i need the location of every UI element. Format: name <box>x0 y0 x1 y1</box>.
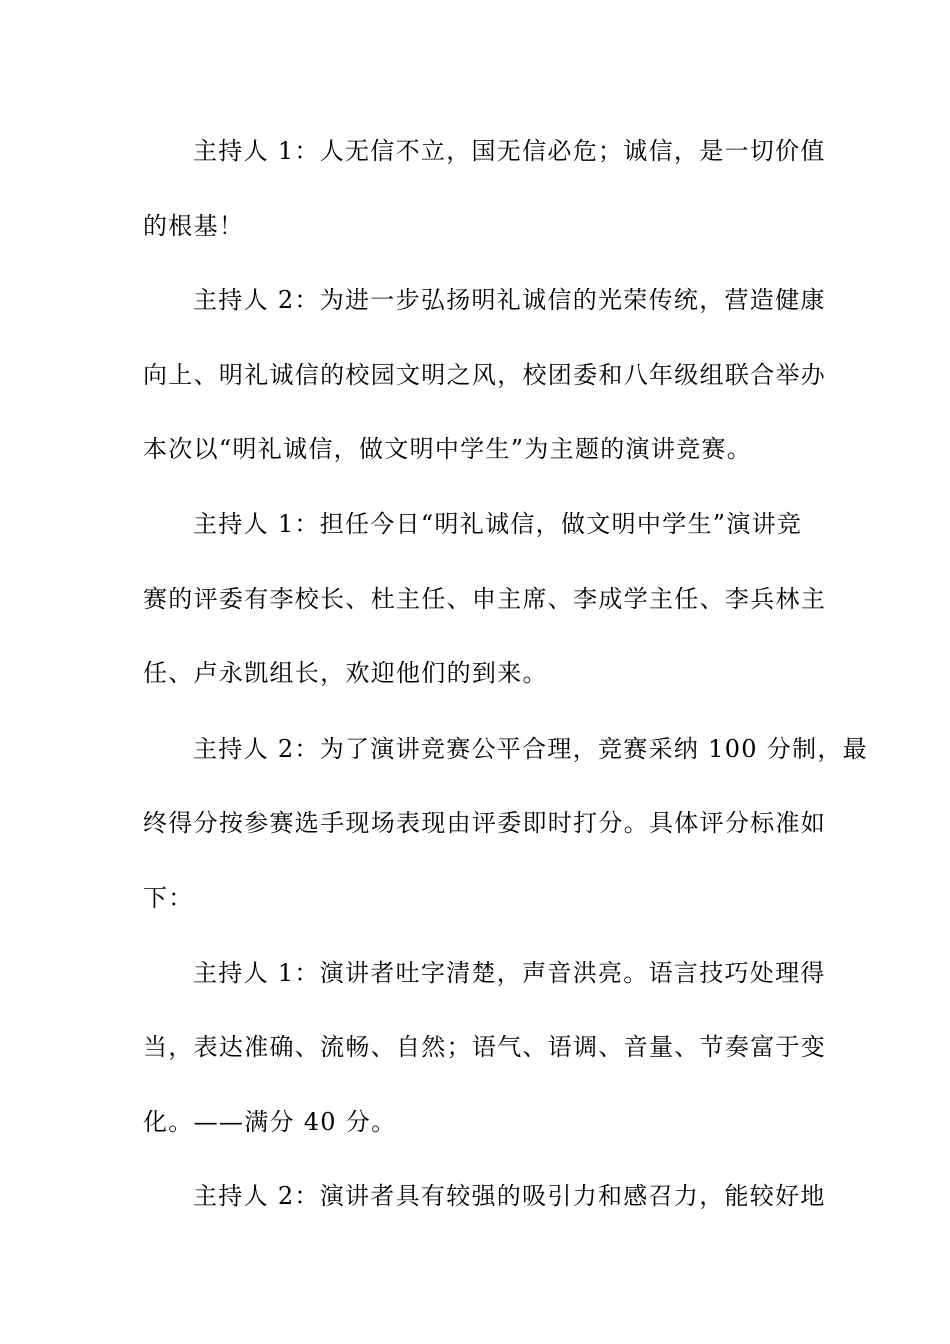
paragraph-3-line-2: 赛的评委有李校长、杜主任、申主席、李成学主任、李兵林主 <box>143 585 827 613</box>
paragraph-2-line-1: 主持人 2：为进一步弘扬明礼诚信的光荣传统，营造健康 <box>193 286 826 314</box>
paragraph-5-line-3: 化。——满分 40 分。 <box>143 1108 397 1136</box>
paragraph-4-line-1: 主持人 2：为了演讲竞赛公平合理，竞赛采纳 100 分制，最 <box>193 735 868 763</box>
paragraph-3-line-1: 主持人 1：担任今日“明礼诚信，做文明中学生”演讲竞 <box>193 510 803 538</box>
paragraph-1-line-1: 主持人 1：人无信不立，国无信必危；诚信，是一切价值 <box>193 137 826 165</box>
paragraph-5-line-2: 当，表达准确、流畅、自然；语气、语调、音量、节奏富于变 <box>143 1033 827 1061</box>
paragraph-5-line-1: 主持人 1：演讲者吐字清楚，声音洪亮。语言技巧处理得 <box>193 959 826 987</box>
paragraph-2-line-3: 本次以“明礼诚信，做文明中学生”为主题的演讲竞赛。 <box>143 435 753 463</box>
paragraph-4-line-3: 下： <box>143 884 194 912</box>
paragraph-2-line-2: 向上、明礼诚信的校园文明之风，校团委和八年级组联合举办 <box>143 361 827 389</box>
paragraph-6-line-1: 主持人 2：演讲者具有较强的吸引力和感召力，能较好地 <box>193 1182 826 1210</box>
paragraph-1-line-2: 的根基！ <box>143 212 245 240</box>
paragraph-4-line-2: 终得分按参赛选手现场表现由评委即时打分。具体评分标准如 <box>143 809 827 837</box>
paragraph-3-line-3: 任、卢永凯组长，欢迎他们的到来。 <box>143 659 548 687</box>
